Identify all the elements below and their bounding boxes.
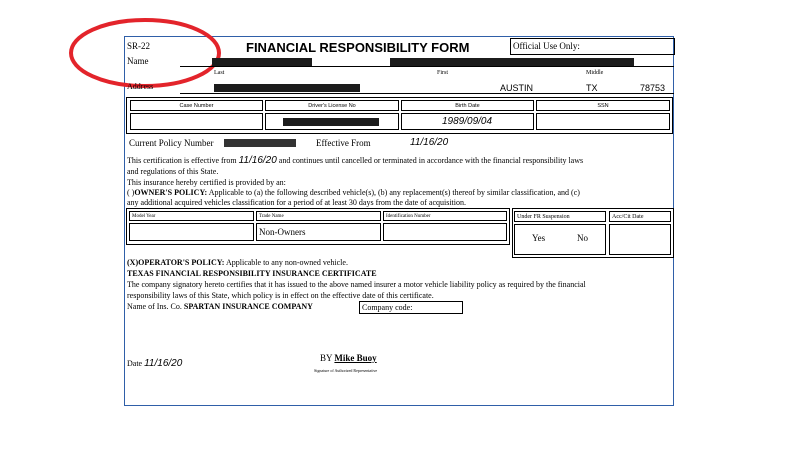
id-header-case: Case Number	[130, 100, 263, 111]
form-title: FINANCIAL RESPONSIBILITY FORM	[246, 40, 470, 55]
cert-pre-text: This certification is effective from	[127, 156, 237, 165]
veh-cell-trade-name	[256, 223, 381, 241]
certificate-text-line2: responsibility laws of this State, which policy is in effect on the effective date of this certificate.	[127, 291, 434, 300]
veh-header-model-year: Model Year	[129, 211, 254, 221]
date-label: Date	[127, 359, 143, 368]
address-line	[180, 93, 674, 94]
veh-header-trade-name: Trade Name	[256, 211, 381, 221]
address-state: TX	[586, 83, 598, 93]
official-use-box	[510, 38, 675, 55]
cert-date: 11/16/20	[238, 155, 277, 166]
acc-cit-header: Acc/Cit Date	[609, 211, 671, 222]
operators-policy-title: OPERATOR'S POLICY:	[138, 258, 225, 267]
cert-post-text: and continues until cancelled or terminated in accordance with the financial responsibility laws	[278, 156, 584, 165]
insurance-company-label: Name of Ins. Co.	[127, 302, 182, 311]
by-label: BY	[320, 353, 333, 363]
id-cell-ssn	[536, 113, 670, 130]
owners-policy-title: OWNER'S POLICY:	[134, 188, 208, 197]
owners-policy-line1	[127, 188, 580, 197]
insurance-company-line	[127, 302, 313, 311]
insurance-company-name: SPARTAN INSURANCE COMPANY	[183, 302, 313, 311]
certification-line1	[127, 155, 583, 166]
owners-checkbox: ( )	[127, 188, 135, 197]
company-code-label: Company code:	[362, 303, 413, 312]
suspension-no: No	[577, 233, 588, 243]
provided-by-text: This insurance hereby certified is provided by an:	[127, 178, 286, 187]
policy-number-redaction	[224, 139, 296, 147]
name-label: Name	[127, 56, 149, 66]
sub-label-last: Last	[214, 70, 225, 76]
name-line	[180, 66, 674, 67]
veh-cell-id-number	[383, 223, 507, 241]
texas-certificate-title: TEXAS FINANCIAL RESPONSIBILITY INSURANCE CERTIFICATE	[127, 269, 377, 278]
sub-label-first: First	[437, 70, 449, 76]
id-header-ssn: SSN	[536, 100, 670, 111]
acc-cit-cell	[609, 224, 671, 255]
signature-line	[320, 353, 377, 363]
license-redaction	[283, 118, 379, 126]
suspension-cell	[514, 224, 606, 255]
owners-policy-line2: any additional acquired vehicles classification for a period of at least 30 days from the date of acquisition.	[127, 198, 466, 207]
operators-checkbox: (X)	[127, 258, 139, 267]
sub-label-middle: Middle	[586, 70, 604, 76]
signer-name: Mike Buoy	[334, 353, 377, 363]
trade-name-value: Non-Owners	[259, 227, 306, 237]
id-cell-license	[265, 113, 399, 130]
address-city: AUSTIN	[500, 83, 534, 93]
certification-line2: and regulations of this State.	[127, 167, 219, 176]
id-header-license: Driver's License No	[265, 100, 399, 111]
owners-policy-text: Applicable to (a) the following described vehicle(s), (b) any replacement(s) thereof by similar classification, and (c)	[208, 188, 580, 197]
effective-from-value: 11/16/20	[410, 137, 449, 148]
veh-header-id-number: Identification Number	[383, 211, 507, 221]
operators-policy-line	[127, 258, 348, 267]
address-zip: 78753	[640, 83, 666, 93]
suspension-yes: Yes	[532, 233, 546, 243]
id-header-birth: Birth Date	[401, 100, 534, 111]
certificate-text-line1: The company signatory hereto certifies that it has issued to the above named insurer a motor vehicle liability policy as required by the financial	[127, 280, 586, 289]
signature-caption: Signature of Authorized Representative	[314, 368, 378, 373]
operators-policy-text: Applicable to any non-owned vehicle.	[225, 258, 348, 267]
date-line	[127, 358, 182, 369]
effective-from-label: Effective From	[316, 138, 371, 148]
company-code-box	[359, 301, 463, 314]
birth-date-value: 1989/09/04	[442, 116, 493, 127]
name-first-redaction	[390, 58, 634, 66]
id-cell-case	[130, 113, 263, 130]
official-use-label: Official Use Only:	[513, 41, 580, 51]
date-value: 11/16/20	[144, 358, 183, 369]
address-redaction	[214, 84, 360, 92]
id-cell-birth	[401, 113, 534, 130]
name-last-redaction	[212, 58, 312, 66]
veh-cell-model-year	[129, 223, 254, 241]
current-policy-label: Current Policy Number	[129, 138, 214, 148]
address-label: Address	[127, 82, 154, 91]
form-code: SR-22	[127, 41, 151, 51]
suspension-header: Under FR Suspension	[514, 211, 606, 222]
